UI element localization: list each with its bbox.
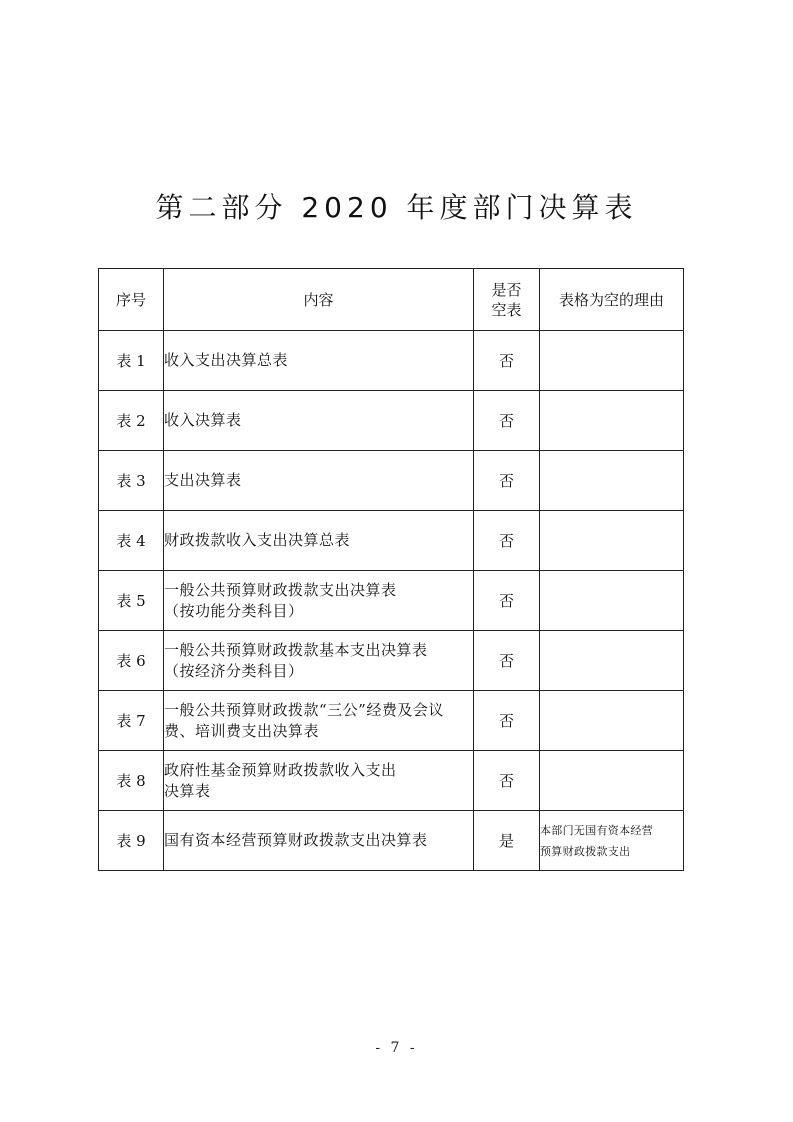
table-row xyxy=(99,511,684,571)
table-row xyxy=(99,571,684,631)
row-is-empty: 否 xyxy=(474,631,540,691)
row-content xyxy=(164,751,474,811)
row-seq: 表 8 xyxy=(99,751,164,811)
row-content xyxy=(164,451,474,511)
table-row xyxy=(99,391,684,451)
row-content xyxy=(164,391,474,451)
row-content-line1: 收入支出决算总表 xyxy=(164,351,289,369)
header-content: 内容 xyxy=(164,269,474,331)
row-seq: 表 1 xyxy=(99,331,164,391)
header-is-empty-line2: 空表 xyxy=(491,300,522,319)
row-reason xyxy=(540,811,684,871)
table-row xyxy=(99,691,684,751)
table-row xyxy=(99,631,684,691)
row-content-line2: 决算表 xyxy=(164,781,211,800)
row-content-line1: 一般公共预算财政拨款基本支出决算表 xyxy=(164,640,428,659)
row-content xyxy=(164,631,474,691)
row-reason-line1: 本部门无国有资本经营 xyxy=(540,823,653,837)
row-content-line2: 费、培训费支出决算表 xyxy=(164,721,320,740)
row-reason xyxy=(540,571,684,631)
page-number: - 7 - xyxy=(375,1040,418,1056)
table-row xyxy=(99,331,684,391)
row-is-empty: 否 xyxy=(474,331,540,391)
header-is-empty-line1: 是否 xyxy=(491,280,522,299)
row-content-line1: 政府性基金预算财政拨款收入支出 xyxy=(164,760,397,779)
row-seq: 表 7 xyxy=(99,691,164,751)
row-is-empty: 否 xyxy=(474,571,540,631)
row-reason xyxy=(540,451,684,511)
header-seq: 序号 xyxy=(99,269,164,331)
page-title: 第二部分 2020 年度部门决算表 xyxy=(155,191,638,224)
row-seq: 表 6 xyxy=(99,631,164,691)
row-is-empty: 否 xyxy=(474,511,540,571)
row-content-line1: 收入决算表 xyxy=(164,411,242,429)
row-is-empty: 否 xyxy=(474,391,540,451)
row-reason-line2: 预算财政拨款支出 xyxy=(540,844,631,858)
row-is-empty: 否 xyxy=(474,691,540,751)
row-content-line1: 一般公共预算财政拨款“三公”经费及会议 xyxy=(164,700,444,719)
row-content-line1: 一般公共预算财政拨款支出决算表 xyxy=(164,580,397,599)
header-reason: 表格为空的理由 xyxy=(540,269,684,331)
table-header-row xyxy=(99,269,684,331)
row-content xyxy=(164,331,474,391)
row-is-empty: 否 xyxy=(474,751,540,811)
row-seq: 表 4 xyxy=(99,511,164,571)
row-reason xyxy=(540,631,684,691)
row-content-line1: 支出决算表 xyxy=(164,471,242,489)
row-reason xyxy=(540,391,684,451)
row-reason xyxy=(540,511,684,571)
row-content xyxy=(164,511,474,571)
row-reason xyxy=(540,691,684,751)
row-reason xyxy=(540,751,684,811)
row-seq: 表 9 xyxy=(99,811,164,871)
row-content xyxy=(164,811,474,871)
row-content xyxy=(164,691,474,751)
row-is-empty: 是 xyxy=(474,811,540,871)
table-row xyxy=(99,451,684,511)
row-seq: 表 2 xyxy=(99,391,164,451)
row-is-empty: 否 xyxy=(474,451,540,511)
table-row xyxy=(99,751,684,811)
row-seq: 表 5 xyxy=(99,571,164,631)
header-is-empty xyxy=(474,269,540,331)
row-content-line1: 国有资本经营预算财政拨款支出决算表 xyxy=(164,831,428,849)
row-content-line1: 财政拨款收入支出决算总表 xyxy=(164,531,351,549)
row-content-line2: （按功能分类科目） xyxy=(164,601,304,620)
row-reason xyxy=(540,331,684,391)
table-row xyxy=(99,811,684,871)
row-content-line2: （按经济分类科目） xyxy=(164,661,304,680)
final-accounts-index-table xyxy=(98,268,684,871)
row-content xyxy=(164,571,474,631)
row-seq: 表 3 xyxy=(99,451,164,511)
